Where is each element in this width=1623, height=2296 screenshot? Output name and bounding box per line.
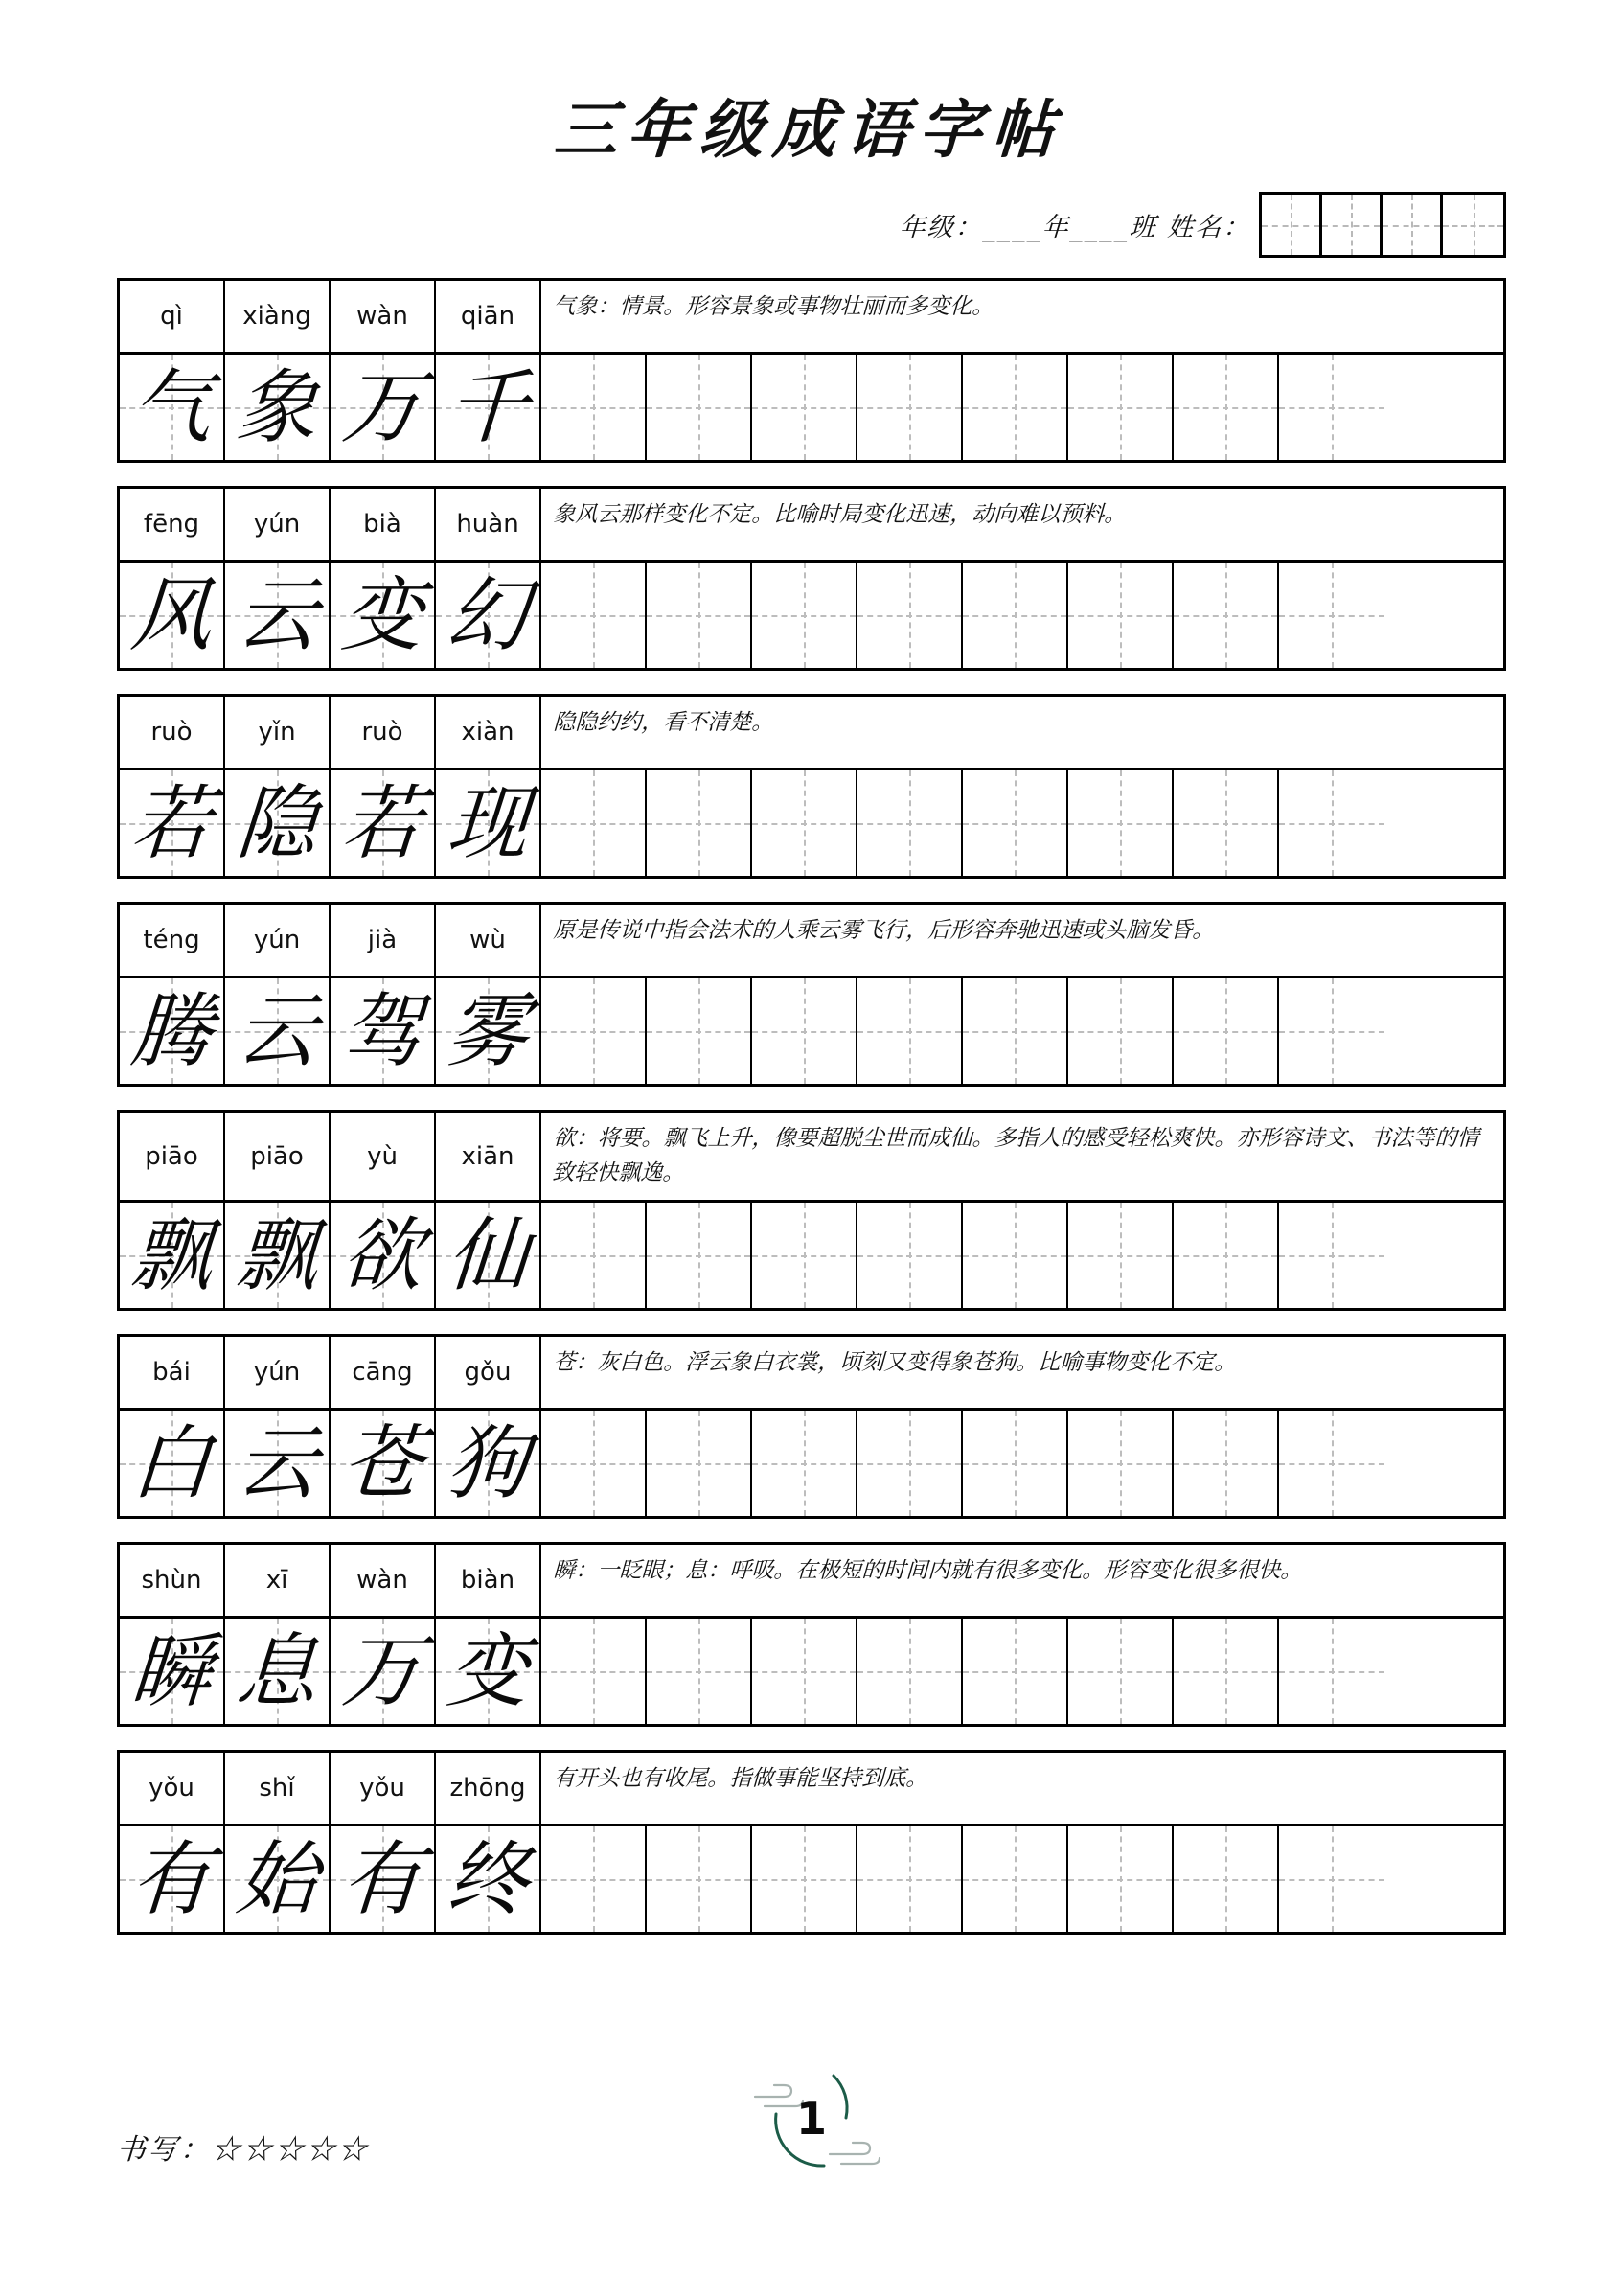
practice-cell-filled[interactable] [436,355,541,460]
practice-cell-filled[interactable] [436,563,541,668]
guideline-horizontal [1279,1671,1384,1673]
practice-cell-filled[interactable] [331,1411,436,1516]
practice-cell-empty[interactable] [1174,1203,1279,1308]
guideline-horizontal [647,407,750,409]
handwriting-rating[interactable] [116,2125,371,2168]
model-character: 千 [444,360,532,454]
guideline-horizontal [857,1255,961,1257]
idiom-info-row [120,1753,1503,1826]
practice-cell-filled[interactable] [120,1203,225,1308]
guideline-horizontal [647,1879,750,1881]
practice-cell-empty[interactable] [963,1203,1068,1308]
name-input-boxes[interactable] [1259,192,1506,258]
practice-cell-empty[interactable] [1068,563,1174,668]
practice-cell-empty[interactable] [857,1203,963,1308]
guideline-horizontal [857,1879,961,1881]
guideline-horizontal [752,823,856,825]
idiom-block [117,902,1506,1087]
practice-cell-empty[interactable] [541,355,647,460]
idiom-definition: 苍：灰白色。浮云象白衣裳，顷刻又变得象苍狗。比喻事物变化不定。 [552,1350,1237,1376]
practice-cell-empty[interactable] [647,1203,752,1308]
practice-cell-empty[interactable] [1068,355,1174,460]
practice-grid-row [120,770,1503,876]
idiom-info-row [120,489,1503,563]
practice-cell-empty[interactable] [647,1619,752,1724]
practice-cell-empty[interactable] [647,978,752,1084]
idiom-info-row [120,905,1503,978]
practice-cell-filled[interactable] [120,770,225,876]
guideline-horizontal [1174,1463,1277,1465]
model-character: 变 [444,1624,532,1719]
practice-cell-empty[interactable] [857,770,963,876]
idiom-block [117,486,1506,671]
guideline-horizontal [647,1255,750,1257]
guideline-horizontal [1279,1463,1384,1465]
practice-cell-filled[interactable] [120,1826,225,1932]
name-box-cell[interactable] [1262,195,1322,255]
model-character: 若 [338,776,426,870]
practice-cell-empty[interactable] [752,355,857,460]
pinyin-cell: bià [331,489,436,560]
guideline-horizontal [752,1463,856,1465]
guideline-horizontal [541,615,645,617]
idiom-block [117,1542,1506,1727]
idiom-block [117,1334,1506,1519]
guideline-horizontal [647,1463,750,1465]
idiom-block [117,1110,1506,1311]
practice-cell-empty[interactable] [1068,1826,1174,1932]
idiom-list [0,278,1623,1935]
pinyin-cell: huàn [436,489,541,560]
guideline-horizontal [1068,1879,1172,1881]
guideline-horizontal [1174,407,1277,409]
guideline-horizontal [963,615,1066,617]
guideline-horizontal [963,1255,1066,1257]
idiom-info-row [120,1337,1503,1411]
practice-cell-filled[interactable] [120,1619,225,1724]
model-character: 苍 [338,1416,426,1511]
practice-cell-empty[interactable] [1174,563,1279,668]
practice-cell-filled[interactable] [436,1411,541,1516]
practice-cell-filled[interactable] [120,563,225,668]
model-character: 象 [233,360,321,454]
practice-cell-empty[interactable] [1174,770,1279,876]
student-meta-row [0,192,1623,258]
guideline-horizontal [1279,823,1384,825]
pinyin-cell: wù [436,905,541,976]
model-character: 有 [338,1832,426,1927]
pinyin-cell: xiàn [436,697,541,768]
practice-cell-filled[interactable] [225,563,331,668]
page-number: 1 [795,2093,827,2145]
guideline-horizontal [963,1671,1066,1673]
practice-cell-filled[interactable] [331,1203,436,1308]
model-character: 万 [338,360,426,454]
page-footer [0,2045,1623,2189]
guideline-horizontal [1068,1255,1172,1257]
practice-cell-empty[interactable] [541,978,647,1084]
pinyin-cell: biàn [436,1545,541,1616]
pinyin-cell: wàn [331,1545,436,1616]
practice-cell-empty[interactable] [963,355,1068,460]
pinyin-cell: cāng [331,1337,436,1408]
pinyin-cell: xiàng [225,281,331,352]
practice-cell-filled[interactable] [331,1619,436,1724]
practice-cell-empty[interactable] [541,563,647,668]
practice-cell-filled[interactable] [331,355,436,460]
guideline-horizontal [541,1463,645,1465]
practice-cell-empty[interactable] [541,1619,647,1724]
pinyin-cell: zhōng [436,1753,541,1824]
model-character: 云 [233,984,321,1078]
practice-cell-empty[interactable] [857,563,963,668]
name-box-cell[interactable] [1383,195,1443,255]
guideline-horizontal [963,1879,1066,1881]
pinyin-cell: téng [120,905,225,976]
pinyin-cell: yǐn [225,697,331,768]
guideline-horizontal [1174,1879,1277,1881]
guideline-horizontal [541,1255,645,1257]
pinyin-cell: shǐ [225,1753,331,1824]
guideline-horizontal [857,1031,961,1033]
idiom-info-row [120,1545,1503,1619]
idiom-definition: 隐隐约约，看不清楚。 [552,710,774,735]
practice-grid-row [120,355,1503,460]
guideline-horizontal [1068,1463,1172,1465]
practice-cell-empty[interactable] [752,770,857,876]
guideline-horizontal [752,615,856,617]
pinyin-cell: qiān [436,281,541,352]
guideline-horizontal [541,1031,645,1033]
guideline-horizontal [1068,823,1172,825]
page-header [0,0,1623,278]
guideline-horizontal [1279,1031,1384,1033]
practice-cell-filled[interactable] [331,978,436,1084]
practice-cell-empty[interactable] [1174,1826,1279,1932]
guideline-horizontal [857,823,961,825]
guideline-horizontal [963,823,1066,825]
practice-cell-empty[interactable] [752,563,857,668]
guideline-horizontal [857,407,961,409]
model-character: 现 [444,776,532,870]
guideline-horizontal [541,1879,645,1881]
practice-cell-empty[interactable] [752,978,857,1084]
guideline-horizontal [857,1671,961,1673]
practice-cell-empty[interactable] [857,1411,963,1516]
practice-cell-empty[interactable] [752,1619,857,1724]
practice-cell-empty[interactable] [963,1619,1068,1724]
practice-cell-empty[interactable] [1068,1411,1174,1516]
guideline-horizontal [752,1671,856,1673]
guideline-horizontal [541,407,645,409]
pinyin-cell: xiān [436,1113,541,1200]
practice-cell-empty[interactable] [1279,1411,1384,1516]
rating-stars[interactable]: ☆☆☆☆☆ [210,2133,371,2167]
model-character: 气 [127,360,216,454]
idiom-info-row [120,1113,1503,1203]
pinyin-cell: xī [225,1545,331,1616]
guideline-horizontal [1068,407,1172,409]
model-character: 驾 [338,984,426,1078]
page-title: 三年级成语字帖 [552,92,1066,167]
model-character: 云 [233,1416,321,1511]
guideline-horizontal [857,1463,961,1465]
guideline-horizontal [1068,1671,1172,1673]
model-character: 仙 [444,1208,532,1303]
model-character: 白 [127,1416,216,1511]
model-character: 万 [338,1624,426,1719]
practice-cell-filled[interactable] [120,1411,225,1516]
idiom-definition: 气象：情景。形容景象或事物壮丽而多变化。 [552,294,994,319]
model-character: 息 [233,1624,321,1719]
practice-cell-empty[interactable] [857,1826,963,1932]
practice-cell-empty[interactable] [1174,1619,1279,1724]
practice-grid-row [120,1411,1503,1516]
practice-grid-row [120,563,1503,668]
guideline-horizontal [1174,1031,1277,1033]
idiom-block [117,278,1506,463]
practice-cell-filled[interactable] [225,1826,331,1932]
model-character: 幻 [444,568,532,662]
guideline-horizontal [752,1879,856,1881]
idiom-info-row [120,697,1503,770]
idiom-definition: 象风云那样变化不定。比喻时局变化迅速，动向难以预料。 [552,502,1127,527]
model-character: 始 [233,1832,321,1927]
rating-label: 书写： [115,2133,213,2167]
practice-cell-filled[interactable] [436,1203,541,1308]
guideline-horizontal [963,407,1066,409]
model-character: 终 [444,1832,532,1927]
guideline-horizontal [752,407,856,409]
practice-cell-empty[interactable] [1279,770,1384,876]
practice-cell-filled[interactable] [225,978,331,1084]
guideline-horizontal [752,1031,856,1033]
pinyin-cell: fēng [120,489,225,560]
practice-cell-empty[interactable] [1279,1826,1384,1932]
idiom-definition: 欲：将要。飘飞上升，像要超脱尘世而成仙。多指人的感受轻松爽快。亦形容诗文、书法等的情致轻快飘逸。 [551,1126,1480,1185]
practice-cell-empty[interactable] [1068,1203,1174,1308]
guideline-horizontal [647,823,750,825]
idiom-definition: 瞬：一眨眼；息：呼吸。在极短的时间内就有很多变化。形容变化很多很快。 [552,1558,1303,1584]
practice-cell-empty[interactable] [963,770,1068,876]
guideline-horizontal [1279,615,1384,617]
practice-cell-empty[interactable] [1174,355,1279,460]
practice-cell-empty[interactable] [857,355,963,460]
guideline-horizontal [647,1031,750,1033]
model-character: 变 [338,568,426,662]
pinyin-cell: ruò [331,697,436,768]
practice-cell-empty[interactable] [1279,563,1384,668]
guideline-horizontal [1174,1671,1277,1673]
guideline-horizontal [1279,407,1384,409]
guideline-horizontal [647,1671,750,1673]
pinyin-cell: shùn [120,1545,225,1616]
guideline-horizontal [541,823,645,825]
practice-cell-filled[interactable] [331,1826,436,1932]
practice-cell-empty[interactable] [752,1203,857,1308]
practice-cell-filled[interactable] [436,978,541,1084]
practice-cell-empty[interactable] [1279,1203,1384,1308]
guideline-horizontal [963,1031,1066,1033]
guideline-horizontal [1068,615,1172,617]
guideline-horizontal [857,615,961,617]
pinyin-cell: qì [120,281,225,352]
practice-cell-empty[interactable] [647,563,752,668]
practice-cell-empty[interactable] [541,1826,647,1932]
practice-cell-empty[interactable] [1068,1619,1174,1724]
idiom-definition: 有开头也有收尾。指做事能坚持到底。 [552,1766,928,1792]
practice-grid-row [120,1619,1503,1724]
guideline-horizontal [1174,823,1277,825]
practice-cell-empty[interactable] [647,1411,752,1516]
model-character: 飘 [127,1208,216,1303]
practice-cell-filled[interactable] [436,1619,541,1724]
practice-cell-filled[interactable] [225,1619,331,1724]
practice-cell-filled[interactable] [436,770,541,876]
practice-cell-filled[interactable] [225,770,331,876]
pinyin-cell: yǒu [331,1753,436,1824]
model-character: 瞬 [127,1624,216,1719]
practice-cell-empty[interactable] [1174,978,1279,1084]
practice-cell-empty[interactable] [752,1826,857,1932]
practice-cell-empty[interactable] [647,355,752,460]
model-character: 欲 [338,1208,426,1303]
practice-cell-empty[interactable] [963,978,1068,1084]
pinyin-cell: yún [225,905,331,976]
practice-cell-empty[interactable] [963,1411,1068,1516]
guideline-horizontal [963,1463,1066,1465]
model-character: 有 [127,1832,216,1927]
model-character: 若 [127,776,216,870]
model-character: 腾 [127,984,216,1078]
practice-cell-filled[interactable] [225,355,331,460]
model-character: 雾 [444,984,532,1078]
practice-cell-empty[interactable] [1068,770,1174,876]
practice-cell-empty[interactable] [647,770,752,876]
model-character: 狗 [444,1416,532,1511]
model-character: 风 [127,568,216,662]
practice-grid-row [120,1826,1503,1932]
practice-cell-empty[interactable] [963,563,1068,668]
guideline-horizontal [1174,615,1277,617]
pinyin-cell: piāo [225,1113,331,1200]
idiom-block [117,1750,1506,1935]
practice-cell-filled[interactable] [120,355,225,460]
idiom-block [117,694,1506,879]
guideline-horizontal [647,615,750,617]
practice-cell-empty[interactable] [541,770,647,876]
model-character: 隐 [233,776,321,870]
practice-cell-empty[interactable] [857,1619,963,1724]
idiom-definition: 原是传说中指会法术的人乘云雾飞行，后形容奔驰迅速或头脑发昏。 [552,918,1215,943]
idiom-info-row [120,281,1503,355]
pinyin-cell: gǒu [436,1337,541,1408]
pinyin-cell: bái [120,1337,225,1408]
pinyin-cell: yù [331,1113,436,1200]
practice-cell-filled[interactable] [225,1411,331,1516]
practice-cell-empty[interactable] [1279,355,1384,460]
practice-cell-filled[interactable] [331,563,436,668]
practice-cell-empty[interactable] [1068,978,1174,1084]
practice-cell-empty[interactable] [963,1826,1068,1932]
practice-cell-empty[interactable] [647,1826,752,1932]
practice-cell-filled[interactable] [225,1203,331,1308]
pinyin-cell: wàn [331,281,436,352]
practice-cell-filled[interactable] [436,1826,541,1932]
pinyin-cell: piāo [120,1113,225,1200]
pinyin-cell: ruò [120,697,225,768]
guideline-horizontal [1279,1255,1384,1257]
practice-cell-empty[interactable] [541,1203,647,1308]
practice-cell-empty[interactable] [1174,1411,1279,1516]
practice-cell-empty[interactable] [752,1411,857,1516]
page-number-badge [720,2055,903,2189]
grade-name-label: 年级：____年____班 姓名： [899,213,1252,242]
practice-grid-row [120,1203,1503,1308]
practice-cell-empty[interactable] [1279,978,1384,1084]
guideline-horizontal [541,1671,645,1673]
practice-cell-empty[interactable] [541,1411,647,1516]
pinyin-cell: yún [225,1337,331,1408]
model-character: 飘 [233,1208,321,1303]
practice-cell-empty[interactable] [857,978,963,1084]
guideline-horizontal [1279,1879,1384,1881]
guideline-horizontal [1174,1255,1277,1257]
pinyin-cell: jià [331,905,436,976]
name-box-cell[interactable] [1443,195,1503,255]
pinyin-cell: yún [225,489,331,560]
name-box-cell[interactable] [1322,195,1383,255]
guideline-horizontal [1068,1031,1172,1033]
guideline-horizontal [752,1255,856,1257]
model-character: 云 [233,568,321,662]
practice-cell-filled[interactable] [120,978,225,1084]
pinyin-cell: yǒu [120,1753,225,1824]
practice-cell-empty[interactable] [1279,1619,1384,1724]
practice-cell-filled[interactable] [331,770,436,876]
practice-grid-row [120,978,1503,1084]
